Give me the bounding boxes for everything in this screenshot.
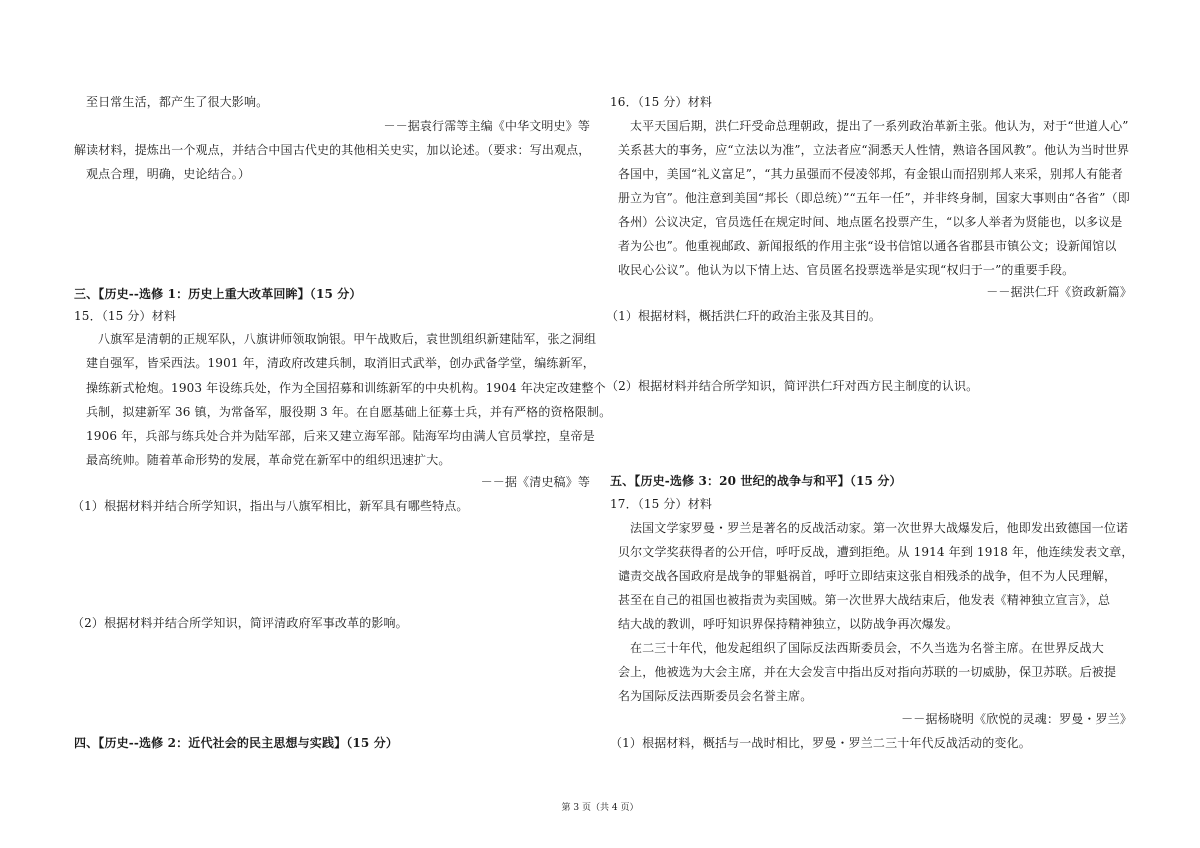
material-line: 太平天国后期，洪仁玕受命总理朝政，提出了一系列政治革新主张。他认为，对于“世道人心” [630, 119, 1129, 133]
sub-question: （1）根据材料，概括洪仁玕的政治主张及其目的。 [606, 309, 882, 323]
section-heading: 五、【历史-选修 3：20 世纪的战争与和平】（15 分） [610, 474, 902, 488]
sub-question: （1）根据材料，概括与一战时相比，罗曼・罗兰二三十年代反战活动的变化。 [610, 736, 1031, 750]
section-heading: 三、【历史--选修 1：历史上重大改革回眸】（15 分） [74, 287, 362, 301]
material-line: 名为国际反法西斯委员会名誉主席。 [618, 689, 813, 703]
sub-question: （1）根据材料并结合所学知识，指出与八旗军相比，新军具有哪些特点。 [72, 499, 469, 513]
material-line: 会上，他被选为大会主席，并在大会发言中指出反对指向苏联的一切威胁，保卫苏联。后被提 [618, 665, 1117, 679]
source-citation: －－据袁行霈等主编《中华文明史》等 [383, 119, 590, 133]
page-number: 第 3 页（共 4 页） [561, 803, 639, 813]
section-heading: 四、【历史--选修 2：近代社会的民主思想与实践】（15 分） [74, 736, 399, 750]
sub-question: （2）根据材料并结合所学知识，简评洪仁玕对西方民主制度的认识。 [606, 379, 979, 393]
material-line: 法国文学家罗曼・罗兰是著名的反战活动家。第一次世界大战爆发后，他即发出致德国一位诺 [630, 521, 1129, 535]
material-line: 谴责交战各国政府是战争的罪魁祸首，呼吁立即结束这张自相残杀的战争，但不为人民理解， [618, 569, 1117, 583]
material-line: 八旗军是清朝的正规军队，八旗讲师领取饷银。甲午战败后，袁世凯组织新建陆军，张之洞组 [98, 332, 597, 346]
material-line: 1906 年，兵部与练兵处合并为陆军部，后来又建立海军部。陆海军均由满人官员掌控，皇帝是 [86, 429, 595, 443]
material-line: 关系甚大的事务，应“立法以为准”，立法者应“洞悉天人性情，熟谙各国风教”。他认为当时世界 [618, 143, 1130, 157]
material-line: 建自强军，皆采西法。1901 年，清政府改建兵制，取消旧式武举，创办武备学堂，编练新军， [86, 356, 595, 370]
sub-question: （2）根据材料并结合所学知识，简评清政府军事改革的影响。 [72, 616, 408, 630]
source-citation: －－据洪仁玕《资政新篇》 [986, 285, 1132, 299]
material-line: 操练新式枪炮。1903 年设练兵处，作为全国招募和训练新军的中央机构。1904 年决定改建整个 [86, 381, 606, 395]
source-citation: －－据杨晓明《欣悦的灵魂：罗曼・罗兰》 [901, 712, 1132, 726]
material-line: 各州）公议决定，官员选任在规定时间、地点匿名投票产生，“以多人举者为贤能也，以多议是 [618, 215, 1123, 229]
question-label: 17．（15 分）材料 [610, 497, 713, 511]
material-line: 在二三十年代，他发起组织了国际反法西斯委员会，不久当选为名誉主席。在世界反战大 [630, 641, 1104, 655]
material-line: 甚至在自己的祖国也被指责为卖国贼。第一次世界大战结束后，他发表《精神独立宣言》，总 [618, 593, 1111, 607]
material-line: 贝尔文学奖获得者的公开信，呼吁反战，遭到拒绝。从 1914 年到 1918 年，他连续发表文章， [618, 545, 1134, 559]
material-line: 结大战的教训，呼吁知识界保持精神独立，以防战争再次爆发。 [618, 617, 959, 631]
source-citation: －－据《清史稿》等 [480, 475, 590, 489]
instruction-line: 解读材料，提炼出一个观点，并结合中国古代史的其他相关史实，加以论述。（要求：写出观点， [74, 143, 591, 157]
material-line: 各国中，美国“礼义富足”，“其力虽强而不侵凌邻邦，有金银山而招别邦人来采，别邦人有能者 [618, 167, 1123, 181]
question-label: 15．（15 分）材料 [74, 309, 177, 323]
material-line: 兵制，拟建新军 36 镇，为常备军，服役期 3 年。在自愿基础上征募士兵，并有严格的资格限制。 [86, 405, 612, 419]
material-line: 收民心公议”。他认为以下情上达、官员匿名投票选举是实现“权归于一”的重要手段。 [618, 263, 1075, 277]
material-line: 最高统帅。随着革命形势的发展，革命党在新军中的组织迅速扩大。 [86, 453, 451, 467]
question-label: 16．（15 分）材料 [610, 95, 713, 109]
material-line: 册立为官”。他注意到美国“邦长（即总统）”“五年一任”，并非终身制，国家大事则由“各省”（即 [618, 191, 1130, 205]
instruction-line: 观点合理，明确，史论结合。） [86, 167, 251, 181]
continuation-line: 至日常生活，都产生了很大影响。 [86, 95, 269, 109]
material-line: 者为公也”。他重视邮政、新闻报纸的作用主张“设书信馆以通各省郡县市镇公文；设新闻馆以 [618, 239, 1117, 253]
